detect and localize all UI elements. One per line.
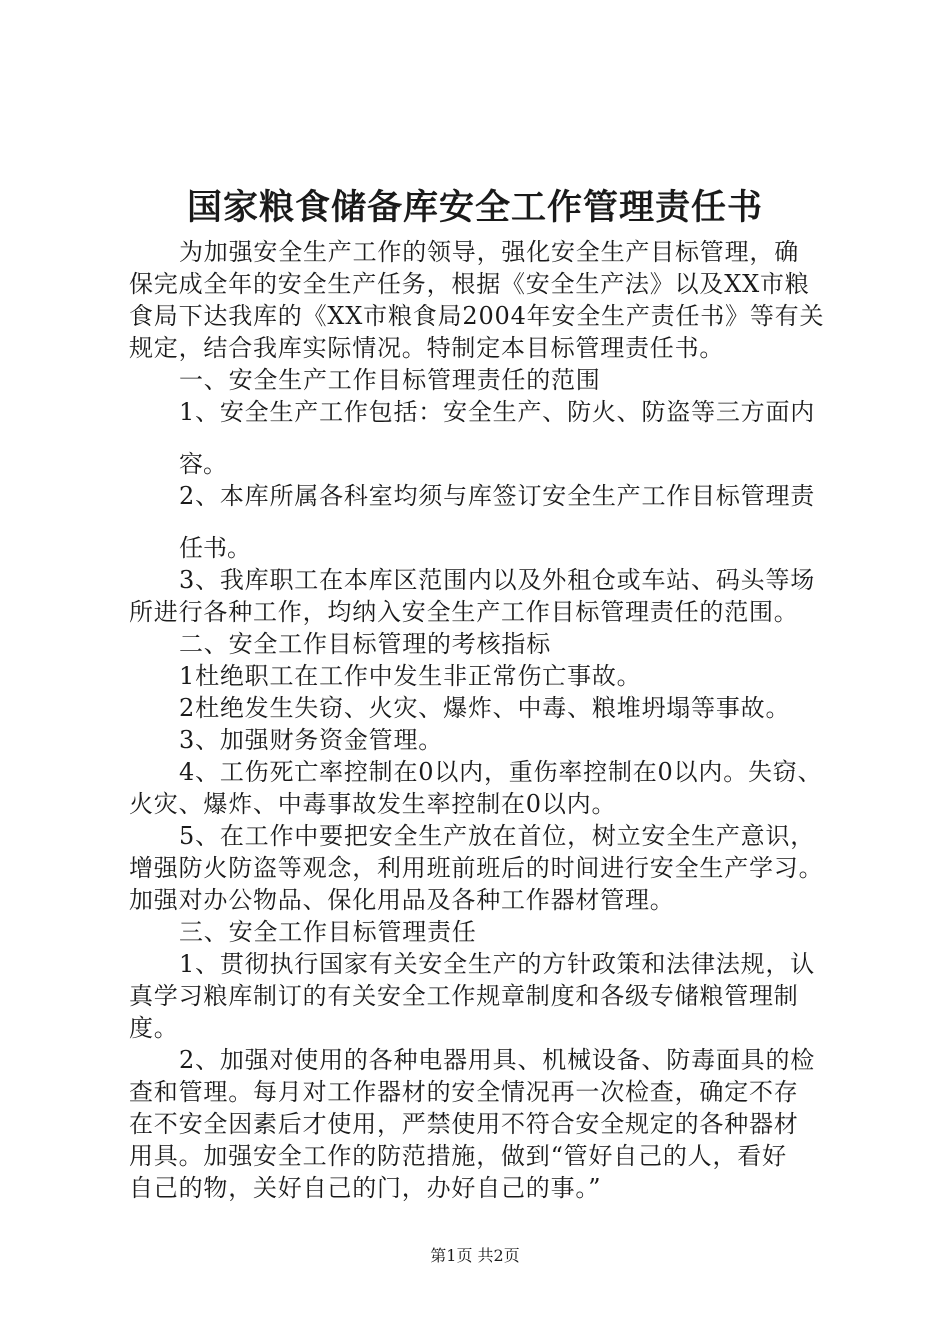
- text-line: 3、加强财务资金管理。: [179, 726, 444, 754]
- paragraph-item: [129, 724, 835, 756]
- text-line: 火灾、爆炸、中毒事故发生率控制在0以内。: [129, 790, 617, 818]
- paragraph-intro: [129, 236, 835, 364]
- paragraph-item: [129, 1044, 835, 1204]
- text-line: 1、贯彻执行国家有关安全生产的方针政策和法律法规，认: [179, 950, 816, 978]
- text-line: 在不安全因素后才使用，严禁使用不符合安全规定的各种器材: [129, 1110, 799, 1138]
- paragraph-item: [129, 948, 835, 1044]
- text-line: 二、安全工作目标管理的考核指标: [179, 630, 551, 658]
- text-line: 5、在工作中要把安全生产放在首位，树立安全生产意识，: [179, 822, 816, 850]
- paragraph-item: [129, 820, 835, 916]
- document-body: [129, 236, 835, 1204]
- text-line: 增强防火防盗等观念，利用班前班后的时间进行安全生产学习。: [129, 854, 824, 882]
- text-line: 真学习粮库制订的有关安全工作规章制度和各级专储粮管理制: [129, 982, 799, 1010]
- text-line: 为加强安全生产工作的领导，强化安全生产目标管理，确: [179, 238, 799, 266]
- text-line: 所进行各种工作，均纳入安全生产工作目标管理责任的范围。: [129, 598, 799, 626]
- text-line: 2、加强对使用的各种电器用具、机械设备、防毒面具的检: [179, 1046, 816, 1074]
- document-title: 国家粮食储备库安全工作管理责任书: [186, 187, 763, 228]
- text-line: 1杜绝职工在工作中发生非正常伤亡事故。: [179, 662, 642, 690]
- text-line: 查和管理。每月对工作器材的安全情况再一次检查，确定不存: [129, 1078, 799, 1106]
- paragraph-item: [129, 396, 835, 480]
- section-heading-1: [129, 364, 835, 396]
- text-line: 2杜绝发生失窃、火灾、爆炸、中毒、粮堆坍塌等事故。: [179, 694, 791, 722]
- text-line: 三、安全工作目标管理责任: [179, 918, 477, 946]
- paragraph-item: [129, 692, 835, 724]
- text-line: 用具。加强安全工作的防范措施，做到“管好自己的人，看好: [129, 1142, 787, 1170]
- text-line: 1、安全生产工作包括：安全生产、防火、防盗等三方面内: [179, 398, 816, 426]
- paragraph-item: [129, 660, 835, 692]
- text-line: 规定，结合我库实际情况。特制定本目标管理责任书。: [129, 334, 725, 362]
- section-heading-2: [129, 628, 835, 660]
- text-line: 4、工伤死亡率控制在0以内，重伤率控制在0以内。失窃、: [179, 758, 823, 786]
- section-heading-3: [129, 916, 835, 948]
- text-line: 自己的物，关好自己的门，办好自己的事。”: [129, 1174, 602, 1202]
- text-line: 容。: [179, 450, 227, 478]
- text-line: 2、本库所属各科室均须与库签订安全生产工作目标管理责: [179, 482, 816, 510]
- paragraph-item: [129, 480, 835, 564]
- text-line: 保完成全年的安全生产任务，根据《安全生产法》以及XX市粮: [129, 270, 810, 298]
- text-line: 任书。: [179, 534, 251, 562]
- text-line: 食局下达我库的《XX市粮食局2004年安全生产责任书》等有关: [129, 302, 825, 330]
- text-line: 3、我库职工在本库区范围内以及外租仓或车站、码头等场: [179, 566, 816, 594]
- text-line: 度。: [129, 1014, 179, 1042]
- page-footer: 第1页 共2页: [430, 1246, 520, 1265]
- text-line: 一、安全生产工作目标管理责任的范围: [179, 366, 601, 394]
- text-line: 加强对办公物品、保化用品及各种工作器材管理。: [129, 886, 675, 914]
- paragraph-item: [129, 564, 835, 628]
- paragraph-item: [129, 756, 835, 820]
